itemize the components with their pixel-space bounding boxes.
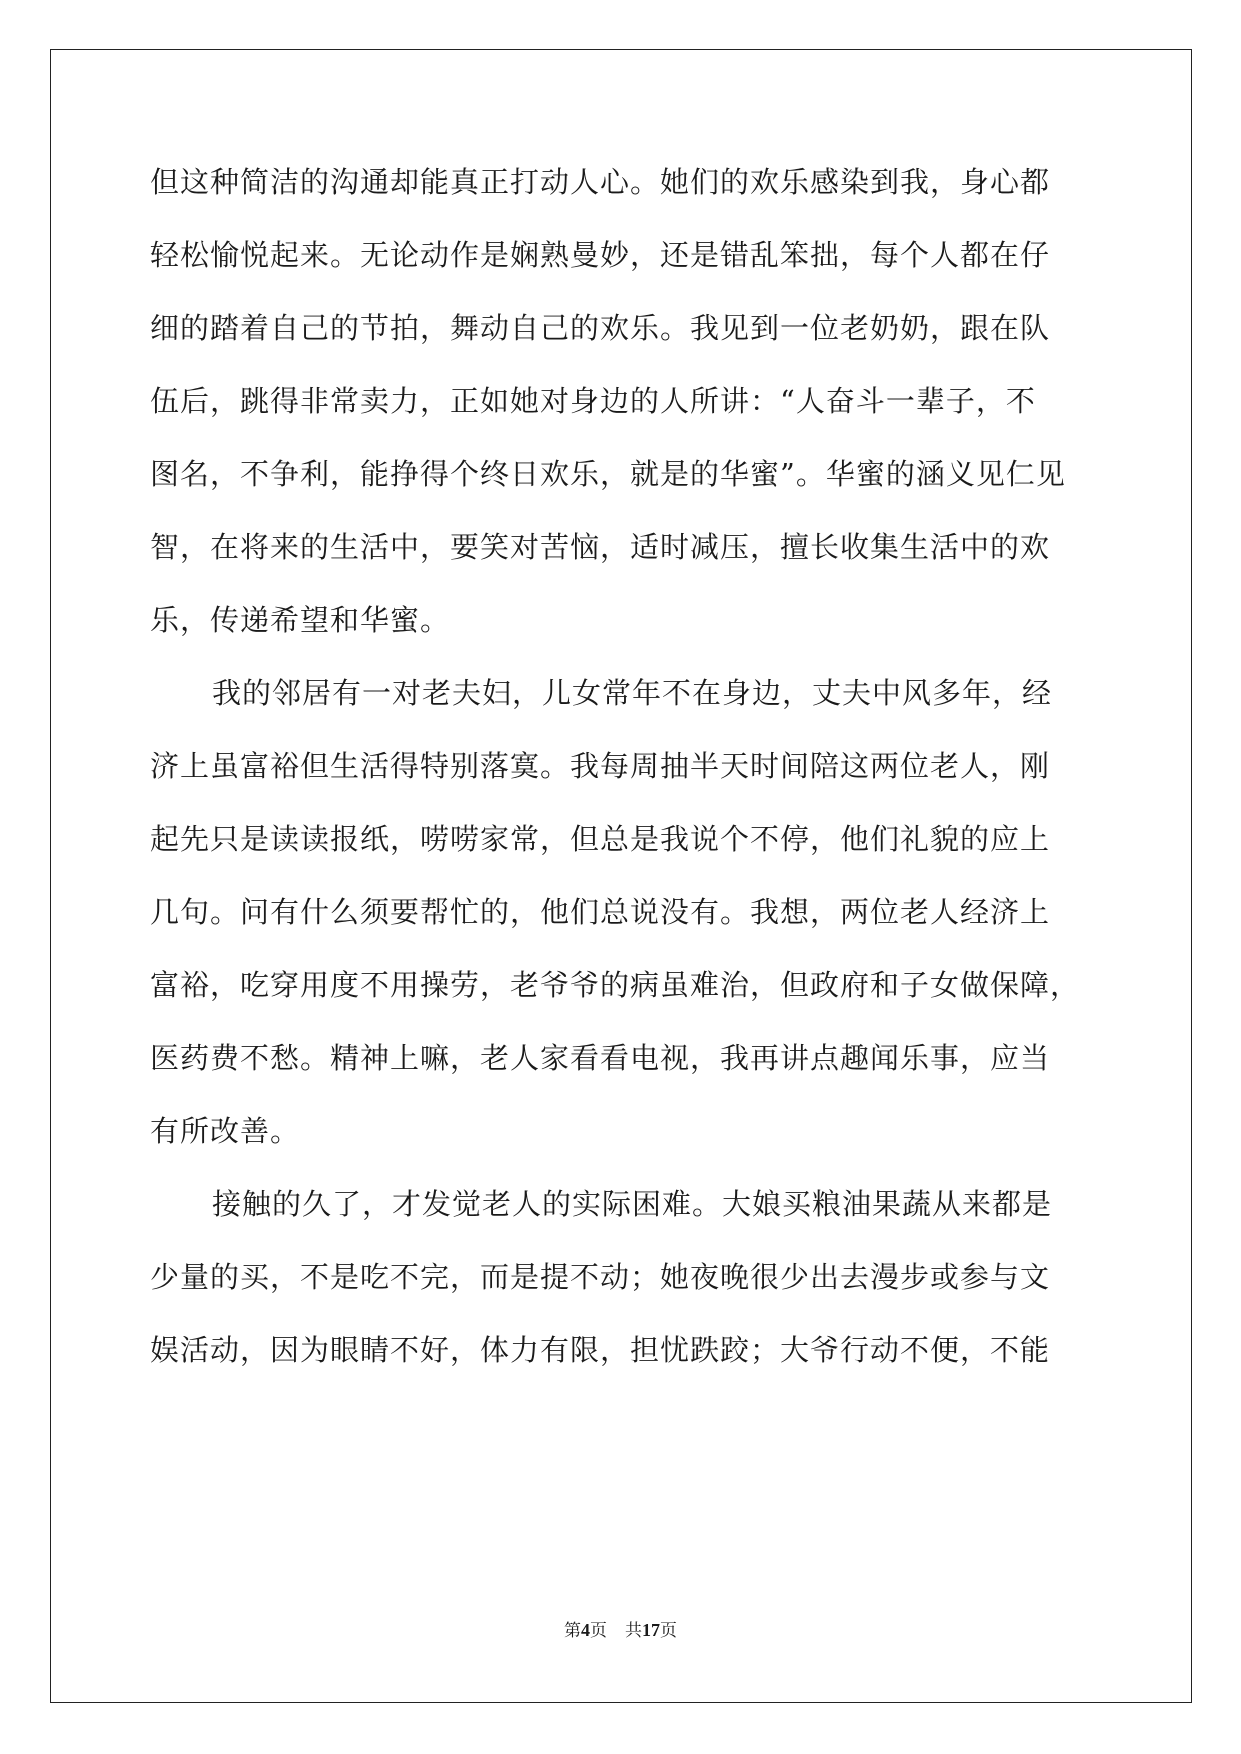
text-line: 济上虽富裕但生活得特别落寞。我每周抽半天时间陪这两位老人，刚 [150, 749, 1051, 783]
text-line: 几句。问有什么须要帮忙的，他们总说没有。我想，两位老人经济上 [150, 895, 1051, 929]
text-line: 图名，不争利，能挣得个终日欢乐，就是的华蜜”。华蜜的涵义见仁见 [150, 457, 1066, 491]
text-line: 乐，传递希望和华蜜。 [150, 603, 451, 637]
page-border [50, 49, 1192, 1703]
text-line: 富裕，吃穿用度不用操劳，老爷爷的病虽难治，但政府和子女做保障， [150, 968, 1081, 1002]
text-line: 接触的久了，才发觉老人的实际困难。大娘买粮油果蔬从来都是 [212, 1187, 1053, 1221]
footer-total-prefix: 共 [625, 1621, 642, 1641]
text-line: 起先只是读读报纸，唠唠家常，但总是我说个不停，他们礼貌的应上 [150, 822, 1051, 856]
text-line: 少量的买，不是吃不完，而是提不动；她夜晚很少出去漫步或参与文 [150, 1260, 1051, 1294]
footer-prefix: 第 [564, 1621, 581, 1641]
text-line: 但这种简洁的沟通却能真正打动人心。她们的欢乐感染到我，身心都 [150, 165, 1051, 199]
footer-page-unit: 页 [590, 1621, 607, 1641]
footer-total-unit: 页 [660, 1621, 677, 1641]
text-line: 轻松愉悦起来。无论动作是娴熟曼妙，还是错乱笨拙，每个人都在仔 [150, 238, 1051, 272]
text-line: 医药费不愁。精神上嘛，老人家看看电视，我再讲点趣闻乐事，应当 [150, 1041, 1051, 1075]
text-line: 智，在将来的生活中，要笑对苦恼，适时减压，擅长收集生活中的欢 [150, 530, 1051, 564]
text-line: 细的踏着自己的节拍，舞动自己的欢乐。我见到一位老奶奶，跟在队 [150, 311, 1051, 345]
text-line: 伍后，跳得非常卖力，正如她对身边的人所讲：“人奋斗一辈子，不 [150, 384, 1036, 418]
page-total: 17 [642, 1620, 660, 1640]
text-line: 我的邻居有一对老夫妇，儿女常年不在身边，丈夫中风多年，经 [212, 676, 1053, 710]
page-footer [0, 1618, 1241, 1643]
text-line: 有所改善。 [150, 1114, 301, 1148]
text-line: 娱活动，因为眼睛不好，体力有限，担忧跌跤；大爷行动不便，不能 [150, 1333, 1051, 1367]
page-number: 4 [581, 1620, 590, 1640]
